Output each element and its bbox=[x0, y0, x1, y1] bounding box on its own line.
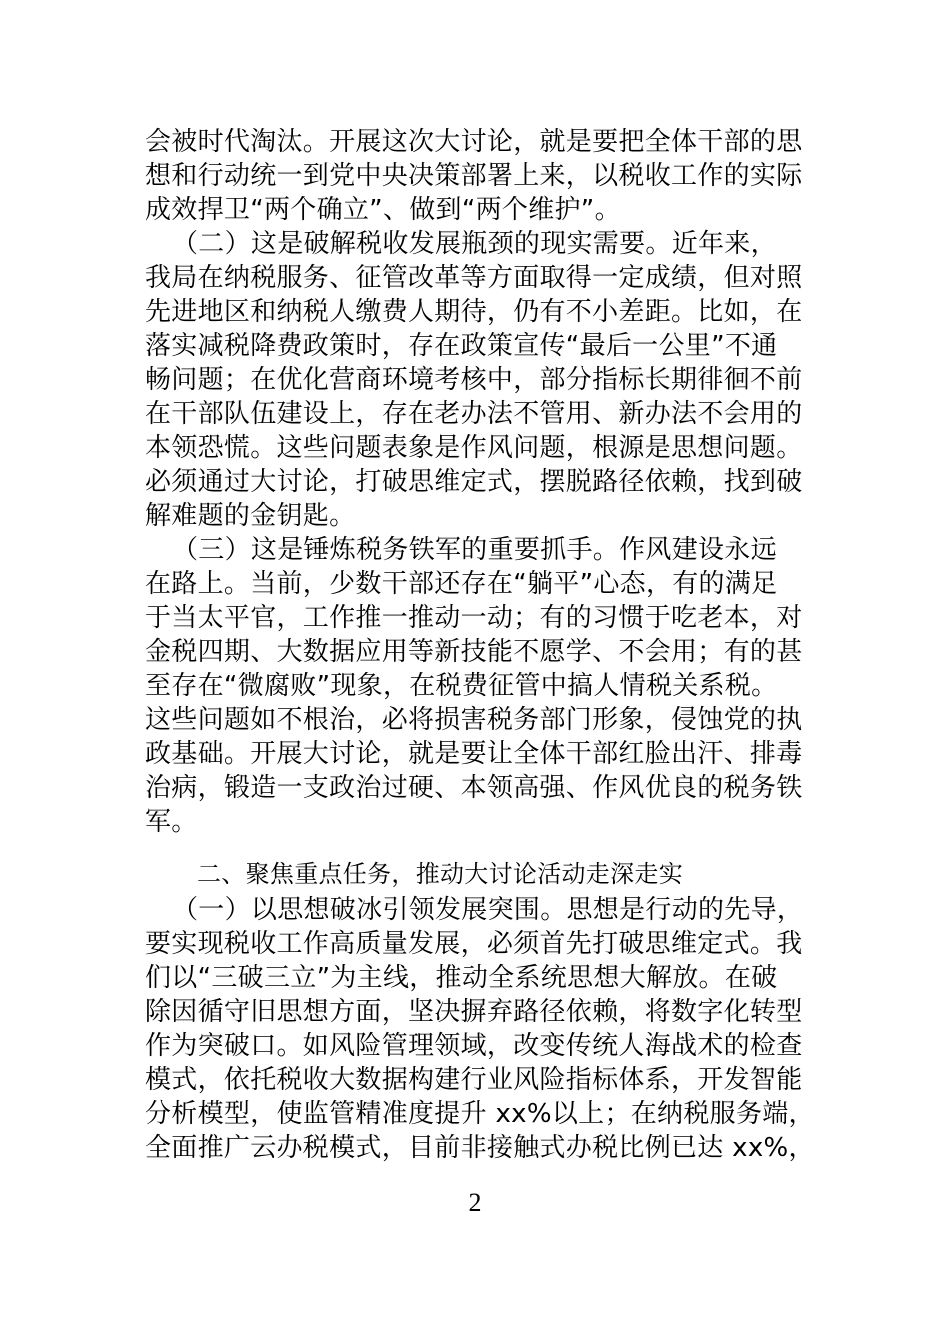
text-line: 在路上。当前，少数干部还存在“躺平”心态，有的满足 bbox=[145, 569, 778, 599]
text-line: 要实现税收工作高质量发展，必须首先打破思维定式。我 bbox=[145, 929, 803, 959]
paragraph-start-line: （二）这是破解税收发展瓶颈的现实需要。近年来， bbox=[172, 229, 777, 259]
text-line: 想和行动统一到党中央决策部署上来，以税收工作的实际 bbox=[145, 161, 803, 191]
text-line: 必须通过大讨论，打破思维定式，摆脱路径依赖，找到破 bbox=[145, 467, 803, 497]
text-line: 分析模型，使监管精准度提升 xx%以上；在纳税服务端， bbox=[145, 1099, 815, 1129]
text-line: 至存在“微腐败”现象，在税费征管中搞人情税关系税。 bbox=[145, 671, 778, 701]
text-line: 军。 bbox=[145, 807, 198, 837]
paragraph-start-line: （三）这是锤炼税务铁军的重要抓手。作风建设永远 bbox=[172, 535, 777, 565]
text-line: 政基础。开展大讨论，就是要让全体干部红脸出汗、排毒 bbox=[145, 739, 803, 769]
page-number: 2 bbox=[468, 1188, 482, 1217]
text-line: 在干部队伍建设上，存在老办法不管用、新办法不会用的 bbox=[145, 399, 803, 429]
text-line: 全面推广云办税模式，目前非接触式办税比例已达 xx%， bbox=[145, 1133, 815, 1163]
text-line: 于当太平官，工作推一推动一动；有的习惯于吃老本，对 bbox=[145, 603, 803, 633]
text-line: 我局在纳税服务、征管改革等方面取得一定成绩，但对照 bbox=[145, 263, 803, 293]
section-heading: 二、聚焦重点任务，推动大讨论活动走深走实 bbox=[197, 860, 683, 888]
text-line: 会被时代淘汰。开展这次大讨论，就是要把全体干部的思 bbox=[145, 127, 803, 157]
text-line: 这些问题如不根治，必将损害税务部门形象，侵蚀党的执 bbox=[145, 705, 803, 735]
text-line: 金税四期、大数据应用等新技能不愿学、不会用；有的甚 bbox=[145, 637, 803, 667]
text-line: 成效捍卫“两个确立”、做到“两个维护”。 bbox=[145, 195, 621, 225]
text-line: 模式，依托税收大数据构建行业风险指标体系，开发智能 bbox=[145, 1065, 803, 1095]
text-line: 作为突破口。如风险管理领域，改变传统人海战术的检查 bbox=[145, 1031, 803, 1061]
text-line: 先进地区和纳税人缴费人期待，仍有不小差距。比如，在 bbox=[145, 297, 803, 327]
text-line: 本领恐慌。这些问题表象是作风问题，根源是思想问题。 bbox=[145, 433, 803, 463]
text-line: 解难题的金钥匙。 bbox=[145, 501, 356, 531]
text-line: 们以“三破三立”为主线，推动全系统思想大解放。在破 bbox=[145, 963, 778, 993]
text-line: 畅问题；在优化营商环境考核中，部分指标长期徘徊不前 bbox=[145, 365, 803, 395]
text-line: 治病，锻造一支政治过硬、本领高强、作风优良的税务铁 bbox=[145, 773, 803, 803]
text-line: 除因循守旧思想方面，坚决摒弃路径依赖，将数字化转型 bbox=[145, 997, 803, 1027]
text-line: 落实减税降费政策时，存在政策宣传“最后一公里”不通 bbox=[145, 331, 778, 361]
paragraph-start-line: （一）以思想破冰引领发展突围。思想是行动的先导， bbox=[172, 895, 804, 925]
